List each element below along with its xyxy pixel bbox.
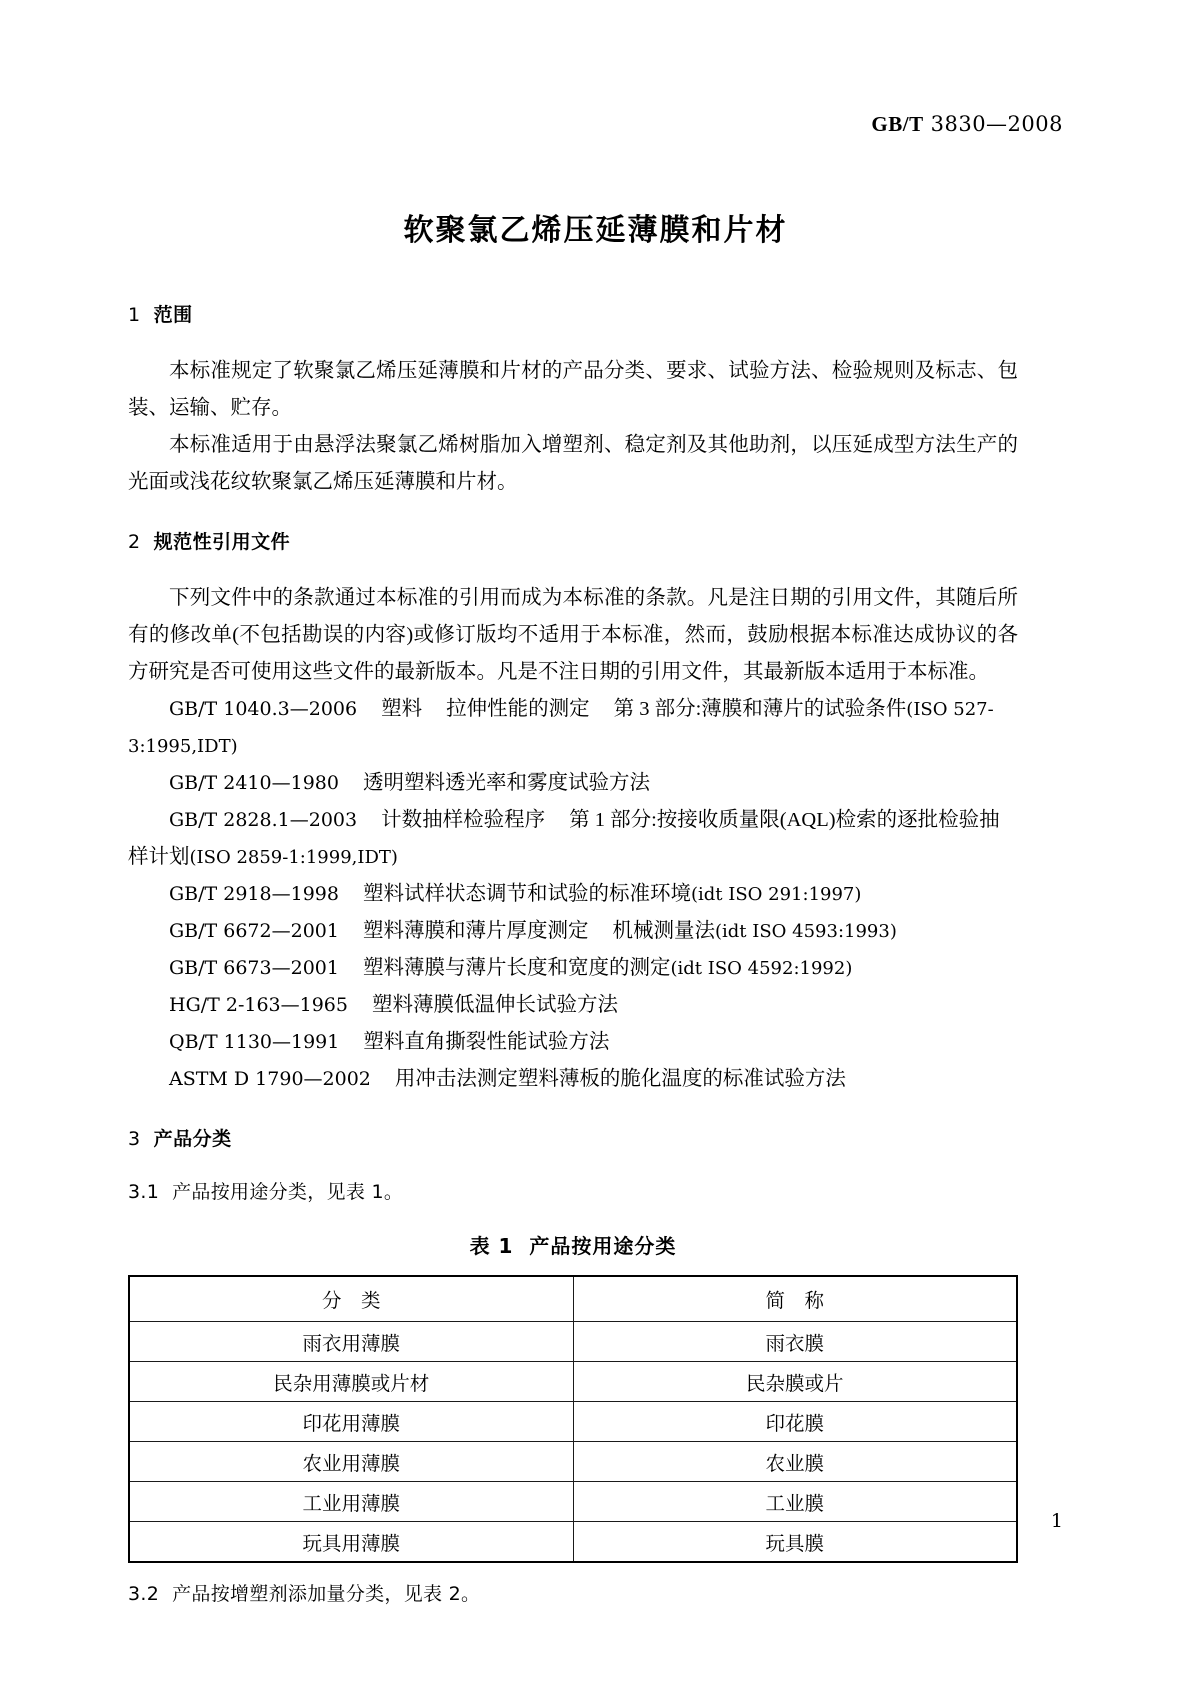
reference-code: ASTM D 1790—2002 — [169, 1068, 371, 1090]
reference-title: 透明塑料透光率和雾度试验方法 — [362, 772, 650, 794]
cell-abbreviation: 工业膜 — [573, 1482, 1017, 1522]
table-header — [129, 1276, 1017, 1322]
cell-abbreviation: 民杂膜或片 — [573, 1362, 1017, 1402]
table-row — [129, 1442, 1017, 1482]
section-title-3: 产品分类 — [153, 1128, 232, 1150]
product-classification-table — [128, 1275, 1018, 1563]
reference-iso: (idt ISO 4593:1993) — [714, 921, 897, 942]
reference-title: 计数抽样检验程序 — [381, 809, 546, 831]
clause-number-3-1: 3.1 — [128, 1181, 160, 1203]
cell-category: 工业用薄膜 — [129, 1482, 573, 1522]
section-heading-1 — [128, 300, 1018, 327]
cell-abbreviation: 农业膜 — [573, 1442, 1017, 1482]
paragraph-1-1: 本标准规定了软聚氯乙烯压延薄膜和片材的产品分类、要求、试验方法、检验规则及标志、包装、运输、贮存。 — [128, 360, 1018, 419]
reference-title: 用冲击法测定塑料薄板的脆化温度的标准试验方法 — [394, 1068, 846, 1090]
paragraph-1-2: 本标准适用于由悬浮法聚氯乙烯树脂加入增塑剂、稳定剂及其他助剂，以压延成型方法生产的光面或浅花纹软聚氯乙烯压延薄膜和片材。 — [128, 434, 1018, 493]
clause-text-3-2: 产品按增塑剂添加量分类，见表 2。 — [172, 1583, 481, 1605]
paragraph-2-1: 下列文件中的条款通过本标准的引用而成为本标准的条款。凡是注日期的引用文件，其随后所有的修改单(不包括勘误的内容)或修订版均不适用于本标准，然而，鼓励根据本标准达成协议的各方研究是否可使用这些文件的最新版本。凡是不注日期的引用文件，其最新版本适用于本标准。 — [128, 587, 1018, 683]
reference-code: GB/T 1040.3—2006 — [169, 698, 358, 720]
reference-iso: (ISO 2859-1:1999,IDT) — [189, 847, 398, 868]
table-row — [129, 1402, 1017, 1442]
clause-3-1 — [128, 1177, 1018, 1204]
reference-code: QB/T 1130—1991 — [169, 1031, 340, 1053]
reference-title: 塑料直角撕裂性能试验方法 — [363, 1031, 610, 1053]
reference-item — [128, 950, 1018, 987]
reference-iso: (idt ISO 291:1997) — [690, 884, 862, 905]
cell-abbreviation: 雨衣膜 — [573, 1322, 1017, 1362]
section-number-2: 2 — [128, 531, 141, 553]
standard-prefix: GB/T — [871, 112, 924, 136]
cell-category: 印花用薄膜 — [129, 1402, 573, 1442]
table-header-row — [129, 1276, 1017, 1322]
table-1-label: 表 1 — [469, 1234, 514, 1258]
reference-subtitle: 拉伸性能的测定 — [446, 698, 590, 720]
cell-abbreviation: 印花膜 — [573, 1402, 1017, 1442]
reference-part: 第 1 部分:按接收质量限(AQL)检索的逐批检验抽样计划 — [128, 809, 1000, 868]
reference-title: 塑料薄膜和薄片厚度测定 — [362, 920, 589, 942]
table-body — [129, 1322, 1017, 1563]
cell-category: 雨衣用薄膜 — [129, 1322, 573, 1362]
reference-title: 塑料试样状态调节和试验的标准环境 — [362, 883, 691, 905]
column-header-abbreviation: 简 称 — [573, 1276, 1017, 1322]
table-1-caption — [128, 1230, 1018, 1259]
section-number-3: 3 — [128, 1128, 141, 1150]
table-row — [129, 1362, 1017, 1402]
cell-category: 农业用薄膜 — [129, 1442, 573, 1482]
table-row — [129, 1522, 1017, 1563]
cell-category: 民杂用薄膜或片材 — [129, 1362, 573, 1402]
section-number-1: 1 — [128, 304, 141, 326]
section-heading-3 — [128, 1124, 1018, 1151]
reference-iso: (ISO 527-3:1995,IDT) — [128, 699, 994, 757]
cell-abbreviation: 玩具膜 — [573, 1522, 1017, 1563]
section-heading-2 — [128, 527, 1018, 554]
section-title-1: 范围 — [153, 304, 193, 326]
reference-code: GB/T 2918—1998 — [169, 883, 339, 905]
cell-category: 玩具用薄膜 — [129, 1522, 573, 1563]
reference-item — [128, 802, 1018, 876]
reference-title: 塑料薄膜低温伸长试验方法 — [372, 994, 618, 1016]
reference-iso: (idt ISO 4592:1992) — [670, 958, 853, 979]
table-1-title: 产品按用途分类 — [529, 1234, 677, 1258]
reference-list — [128, 691, 1018, 1098]
reference-part: 第 3 部分:薄膜和薄片的试验条件 — [613, 698, 907, 720]
table-row — [129, 1482, 1017, 1522]
reference-item — [128, 876, 1018, 913]
reference-item — [128, 1061, 1018, 1098]
clause-number-3-2: 3.2 — [128, 1583, 160, 1605]
reference-item — [128, 913, 1018, 950]
reference-code: HG/T 2-163—1965 — [169, 994, 348, 1016]
clause-text-3-1: 产品按用途分类，见表 1。 — [172, 1181, 404, 1203]
reference-code: GB/T 6672—2001 — [169, 920, 339, 942]
page-number: 1 — [1050, 1510, 1063, 1532]
reference-item — [128, 987, 1018, 1024]
reference-code: GB/T 2410—1980 — [169, 772, 339, 794]
reference-title: 塑料 — [381, 698, 423, 720]
document-body — [128, 300, 1018, 1606]
table-row — [129, 1322, 1017, 1362]
running-header — [871, 112, 1063, 137]
section-title-2: 规范性引用文件 — [153, 531, 291, 553]
clause-3-2 — [128, 1579, 1018, 1606]
standard-number: 3830—2008 — [930, 112, 1063, 136]
reference-item — [128, 1024, 1018, 1061]
page-title: 软聚氯乙烯压延薄膜和片材 — [403, 213, 788, 248]
reference-code: GB/T 6673—2001 — [169, 957, 339, 979]
reference-item — [128, 691, 1018, 765]
column-header-category: 分 类 — [129, 1276, 573, 1322]
reference-part: 机械测量法 — [612, 920, 715, 942]
reference-code: GB/T 2828.1—2003 — [169, 809, 358, 831]
reference-title: 塑料薄膜与薄片长度和宽度的测定 — [362, 957, 671, 979]
reference-item — [128, 765, 1018, 802]
